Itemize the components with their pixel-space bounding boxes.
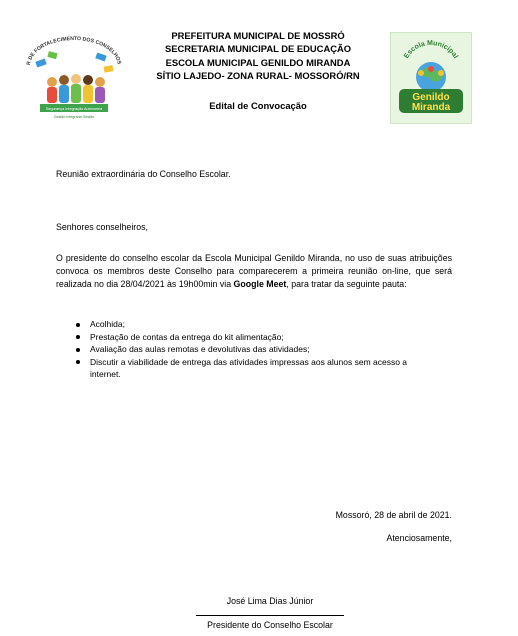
signer-name: José Lima Dias Júnior <box>226 596 314 606</box>
school-logo <box>390 32 472 124</box>
letterhead-line-4: SÍTIO LAJEDO- ZONA RURAL- MOSSORÓ/RN <box>156 70 360 82</box>
school-logo-name-2: Miranda <box>411 102 451 113</box>
school-logo-name-1: Genildo <box>412 92 450 103</box>
document-date: Mossoró, 28 de abril de 2021. <box>335 510 452 520</box>
gafce-arc-text: R DE FORTALECIMENTO DOS CONSELHOS <box>25 36 122 66</box>
greeting: Senhores conselheiros, <box>56 222 148 232</box>
gafce-banner-line2: Gestão Integrada Gestão <box>53 115 95 119</box>
school-logo-arc-text: Escola Municipal <box>403 39 459 60</box>
letterhead-line-2: SECRETARIA MUNICIPAL DE EDUCAÇÃO <box>164 43 352 55</box>
signature-line <box>196 615 344 616</box>
bullet-icon <box>76 360 80 364</box>
signer-role: Presidente do Conselho Escolar <box>207 620 333 630</box>
document-title: Edital de Convocação <box>209 100 307 111</box>
agenda-item <box>76 356 436 381</box>
bullet-icon <box>76 335 80 339</box>
agenda-item-text: Discutir a viabilidade de entrega das atividades impressas aos alunos sem acesso a internet. <box>90 356 408 380</box>
letterhead-line-1: PREFEITURA MUNICIPAL DE MOSSRÓ <box>171 30 345 41</box>
bullet-icon <box>76 348 80 352</box>
svg-text:GRUPO ARTICULADOR DE FORTALECI <box>18 36 122 66</box>
paragraph-text-1: O presidente do conselho escolar da Escola Municipal Genildo Miranda, no uso de suas atribuições convoca os membros deste Conselho para comparecerem a primeira reunião on-line, que será realizada no dia 28/04/2021 às 19h00min via <box>56 253 452 290</box>
agenda-item-text: Acolhida; <box>90 319 125 329</box>
agenda-list <box>76 318 436 381</box>
agenda-item <box>76 331 436 344</box>
paragraph-text-2: , para tratar da seguinte pauta: <box>286 279 407 290</box>
agenda-item-text: Avaliação das aulas remotas e devolutivas das atividades; <box>90 344 310 355</box>
gafce-banner-line1: Segurança Integração Autonomia <box>45 107 103 111</box>
convocation-paragraph <box>56 252 452 292</box>
agenda-item <box>76 318 436 331</box>
letterhead <box>150 29 366 83</box>
letterhead-line-3: ESCOLA MUNICIPAL GENILDO MIRANDA <box>165 56 351 68</box>
closing-salutation: Atenciosamente, <box>386 533 452 543</box>
bullet-icon <box>76 323 80 327</box>
svg-text:Escola Municipal <box>403 40 459 60</box>
agenda-item <box>76 343 436 356</box>
agenda-item-text: Prestação de contas da entrega do kit alimentação; <box>90 331 284 342</box>
gafce-logo <box>18 36 130 126</box>
google-meet-label: Google Meet <box>233 279 287 290</box>
meeting-subject: Reunião extraordinária do Conselho Escolar. <box>56 169 231 179</box>
